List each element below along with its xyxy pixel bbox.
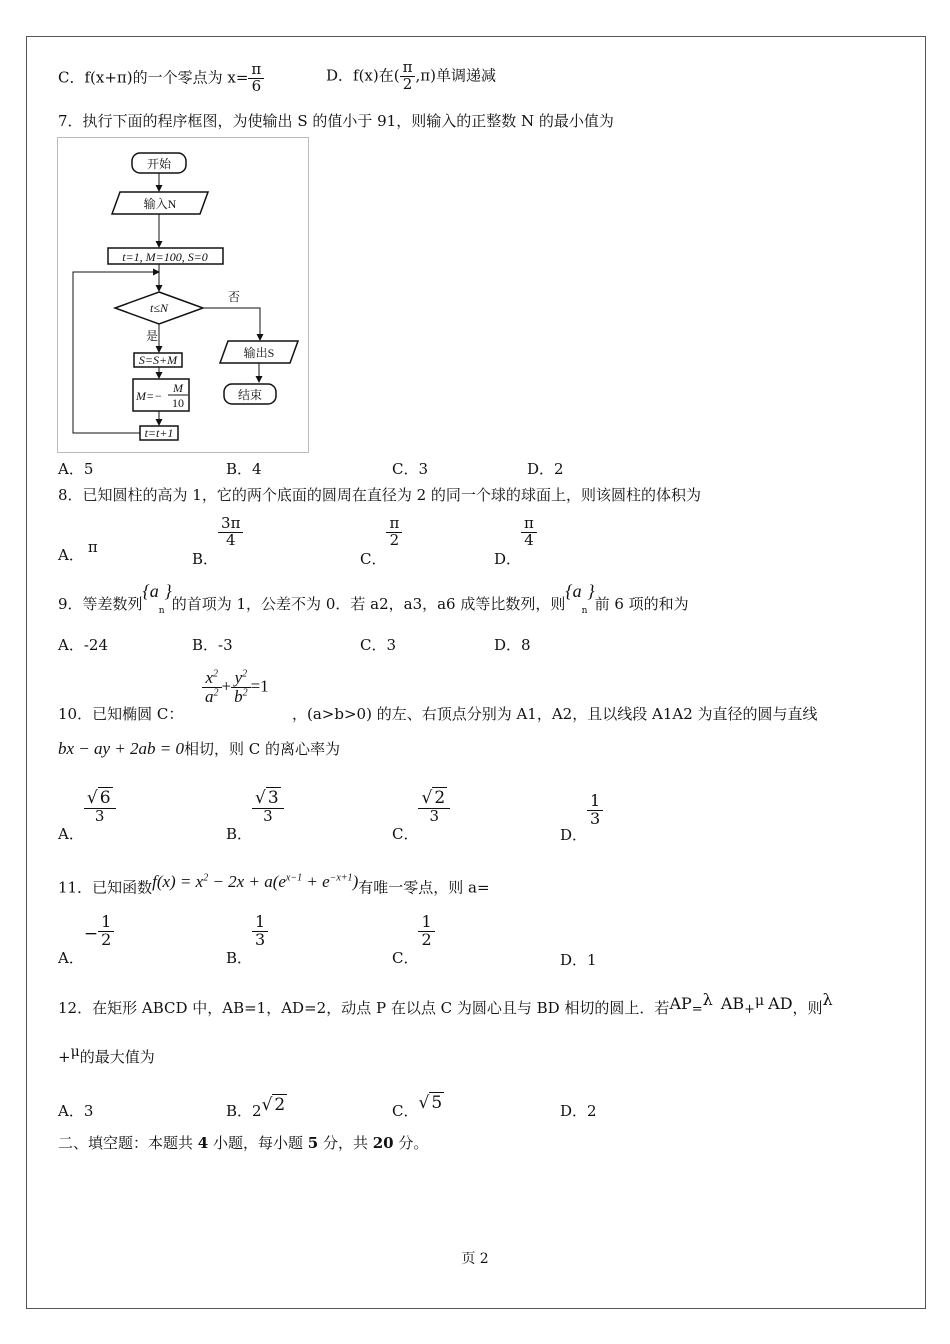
q6-option-d (326, 60, 496, 93)
q8-option-a (58, 538, 98, 565)
frac-den: 2 (421, 929, 432, 949)
q10-ellipse-equation (202, 669, 269, 706)
eq-sq: 2 (213, 668, 219, 680)
frac-num: π (521, 516, 537, 533)
q12-option-a: A．3 (58, 1102, 94, 1120)
q10-option-c (392, 788, 450, 844)
flow-step3-label: t=t+1 (144, 426, 174, 440)
section2-mid2: 分，共 (318, 1134, 373, 1152)
q8-option-c-frac (386, 516, 402, 549)
eq-b: b (234, 686, 243, 706)
q9-seq2-close: } (587, 581, 595, 601)
frac-den: 3 (590, 808, 601, 828)
option-label: C． (392, 825, 419, 844)
q11-option-a-frac (98, 914, 114, 949)
q7-option-a: A．5 (58, 460, 94, 478)
vec-ad: AD (768, 994, 793, 1013)
option-label: B． (226, 949, 253, 968)
flow-condition-label: t≤N (150, 301, 168, 315)
q10-line-post: 相切，则 C 的离心率为 (184, 740, 341, 758)
q8-option-d-frac (521, 516, 537, 549)
option-label: D． (560, 826, 588, 845)
func-part-b: − 2x + a(e (208, 871, 286, 891)
q8-option-b (192, 514, 243, 569)
eq-rhs: =1 (250, 676, 269, 696)
q6-option-d-post: ,π)单调递减 (415, 66, 496, 85)
option-label: B． (226, 825, 253, 844)
flowchart-svg (58, 138, 308, 452)
q7-option-d: D．2 (527, 460, 564, 478)
flow-step2-num: M (173, 381, 183, 395)
frac-den: 4 (225, 530, 236, 549)
option-label: C． (360, 550, 387, 569)
q8-option-a-value: π (87, 538, 98, 556)
q12-then: ，则 (792, 999, 823, 1017)
eq-y: y (234, 668, 243, 687)
eq-plus: + (221, 676, 232, 696)
radicand: 6 (99, 788, 111, 808)
flow-step2-den: 10 (172, 396, 184, 410)
section2-post: 分。 (393, 1134, 429, 1152)
frac-num: 1 (418, 914, 434, 932)
q7-stem: 7．执行下面的程序框图，为使输出 S 的值小于 91，则输入的正整数 N 的最小值为 (58, 112, 614, 130)
option-label: C． (392, 949, 419, 968)
q9-seq1-close: } (164, 581, 172, 601)
func-part-d: ) (352, 871, 359, 891)
section2-n2: 5 (307, 1134, 319, 1152)
q12-option-c: C．√ 5 (392, 1093, 443, 1120)
q7-flowchart (57, 137, 309, 453)
page-top-rule (26, 36, 926, 37)
q10-stem-post: ，(a>b>0) 的左、右顶点分别为 A1，A2，且以线段 A1A2 为直径的圆与直线 (292, 705, 818, 723)
q9-seq1-sub: n (158, 606, 165, 616)
q12-option-b: B．2√ 2 (226, 1095, 286, 1120)
func-sup-2: 2 (203, 872, 209, 883)
q11-option-b (226, 912, 268, 968)
q9-option-b: B．-3 (192, 636, 233, 654)
q11-stem (58, 872, 490, 900)
section2-pre: 二、填空题：本题共 (58, 1134, 198, 1152)
q9-stem (58, 581, 689, 626)
q10-option-d-frac (587, 793, 603, 828)
option-sign: − (83, 924, 99, 945)
q9-option-d: D．8 (494, 636, 531, 654)
q6-option-d-pre: D．f(x)在( (326, 66, 400, 85)
q9-option-a: A．-24 (58, 636, 108, 654)
frac-num: 3π (218, 516, 243, 533)
section2-n1: 4 (197, 1134, 209, 1152)
q11-option-a (58, 912, 114, 968)
radicand: 2 (434, 788, 446, 808)
flow-start-label: 开始 (146, 157, 172, 171)
q11-post: 有唯一零点，则 a= (358, 878, 490, 897)
q12-line2 (58, 1046, 155, 1067)
frac-den: 2 (101, 929, 112, 949)
frac-den: 3 (255, 929, 266, 949)
q12-line2-post: 的最大值为 (79, 1048, 155, 1066)
frac-den: 3 (429, 806, 440, 825)
q12-lambda: λ (702, 990, 713, 1009)
q10-line (58, 738, 340, 759)
q12-mu: μ (755, 993, 765, 1009)
radicand: 3 (267, 788, 279, 808)
section2-mid1: 小题，每小题 (208, 1134, 308, 1152)
q12-plus: + (744, 1002, 756, 1017)
func-sup-1: x−1 (285, 872, 303, 883)
q9-seq1: {a (142, 581, 159, 601)
eq-x: x (205, 668, 214, 687)
frac-num: π (248, 62, 264, 79)
radicand: 5 (431, 1093, 443, 1113)
eq-sq: 2 (242, 668, 248, 680)
q9-pre: 9．等差数列 (58, 595, 143, 613)
q10-option-c-frac: $\frac{√ 2}{3}$ (418, 790, 450, 825)
flow-step1-label: S=S+M (138, 353, 178, 367)
option-label: B． (192, 550, 219, 569)
q10-option-a (58, 788, 116, 844)
func-part-a: f(x) = x (152, 871, 204, 891)
frac-den: 2 (389, 530, 400, 549)
q10-frac-x (202, 669, 222, 706)
option-label: A． (58, 949, 84, 968)
frac-den: 6 (251, 76, 262, 95)
q10-option-b-frac: $\frac{√ 3}{3}$ (252, 790, 284, 825)
q11-option-b-frac (252, 914, 268, 949)
q6-option-c-text: C．f(x+π)的一个零点为 x= (58, 68, 249, 87)
func-sup-3: −x+1 (329, 872, 353, 883)
section2-heading (58, 1132, 428, 1153)
flow-end-label: 结束 (237, 388, 263, 402)
eq-sq: 2 (242, 687, 248, 699)
q9-option-c: C．3 (360, 636, 397, 654)
flow-init-label: t=1, M=100, S=0 (122, 250, 208, 264)
q8-option-c (360, 514, 402, 569)
vec-ab: AB (720, 994, 745, 1013)
q6-option-d-frac (400, 60, 416, 93)
q10-stem-pre: 10．已知椭圆 C： (58, 705, 184, 723)
q8-stem: 8．已知圆柱的高为 1，它的两个底面的圆周在直径为 2 的同一个球的球面上，则该圆柱的体积为 (58, 486, 701, 504)
flow-output-label: 输出S (243, 346, 275, 360)
page-number: 页 2 (461, 1251, 489, 1267)
eq-a: a (205, 686, 214, 706)
q9-post: 前 6 项的和为 (594, 595, 689, 613)
q12-lambda2: λ (822, 990, 833, 1009)
q9-mid: 的首项为 1，公差不为 0．若 a2，a3，a6 成等比数列，则 (171, 595, 566, 613)
q12-mu2: μ (70, 1044, 80, 1060)
option-label: B．2 (226, 1102, 262, 1120)
q10-frac-y (231, 669, 251, 706)
q6-option-c (58, 62, 264, 95)
q11-option-d: D．1 (560, 951, 597, 969)
q8-option-d (494, 514, 537, 569)
option-label: C． (392, 1102, 419, 1120)
section2-n3: 20 (372, 1134, 394, 1152)
frac-num: 1 (587, 793, 603, 811)
eq-sq: 2 (213, 687, 219, 699)
frac-den: 4 (524, 530, 534, 549)
frac-den: 2 (402, 74, 413, 93)
q10-option-b (226, 788, 284, 844)
frac-den: 3 (94, 806, 105, 825)
func-part-c: + e (302, 871, 330, 891)
q11-pre: 11．已知函数 (58, 878, 153, 897)
q12-stem (58, 990, 833, 1020)
q8-option-b-frac (218, 516, 243, 549)
q9-seq2: {a (565, 581, 582, 601)
q7-option-b: B．4 (226, 460, 262, 478)
flow-input-label: 输入N (143, 197, 177, 211)
q12-plus2: + (58, 1048, 71, 1066)
q7-option-c: C．3 (392, 460, 429, 478)
option-label: D． (494, 550, 522, 569)
option-label: A． (58, 546, 84, 564)
radicand: 2 (274, 1095, 286, 1115)
q9-seq2-sub: n (581, 606, 588, 616)
q11-option-c-frac (418, 914, 434, 949)
q12-option-d: D．2 (560, 1102, 597, 1120)
vec-ap: AP (669, 994, 692, 1013)
flow-yes-label: 是 (146, 329, 159, 343)
q10-option-d (560, 791, 603, 845)
q10-line-equation: bx − ay + 2ab = 0 (58, 739, 185, 758)
frac-num: π (400, 60, 416, 77)
frac-num: π (386, 516, 402, 533)
frac-den: 3 (263, 806, 273, 825)
flow-step2-lhs: M=− (136, 389, 163, 403)
q11-function (152, 872, 358, 891)
flow-no-label: 否 (228, 290, 241, 304)
q10-option-a-frac: $\frac{√ 6}{3}$ (84, 790, 116, 825)
q12-stem-text: 12．在矩形 ABCD 中，AB=1，AD=2，动点 P 在以点 C 为圆心且与 BD 相切的圆上．若 (58, 999, 670, 1017)
frac-num: 1 (98, 914, 114, 932)
q11-option-c (392, 912, 435, 968)
q12-eq: = (691, 1002, 703, 1017)
q6-option-c-frac (248, 62, 264, 95)
option-label: A． (58, 825, 84, 844)
frac-num: 1 (252, 914, 268, 932)
